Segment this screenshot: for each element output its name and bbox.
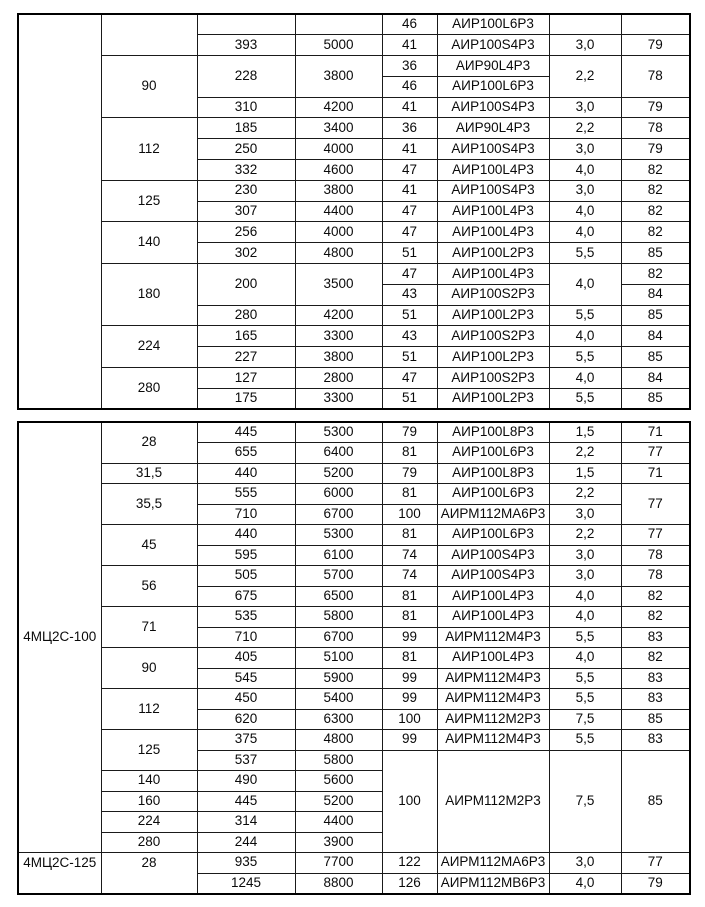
table-cell: 5,5 [549, 668, 621, 689]
table-cell: 100 [382, 750, 437, 853]
table-cell: 5100 [295, 648, 382, 669]
table-cell: 3300 [295, 326, 382, 347]
table-row [18, 607, 690, 628]
table-cell: АИР100S4Р3 [437, 566, 549, 587]
table-cell: 2,2 [549, 56, 621, 98]
table-cell: 445 [197, 422, 295, 443]
table-cell: АИР100S4Р3 [437, 97, 549, 118]
table-cell: 440 [197, 463, 295, 484]
table-cell: 710 [197, 504, 295, 525]
table-cell: 85 [621, 243, 690, 264]
table-cell: 230 [197, 180, 295, 201]
table-cell: 6000 [295, 484, 382, 505]
table-cell: 81 [382, 648, 437, 669]
table-cell: 79 [382, 463, 437, 484]
table-cell: 4200 [295, 305, 382, 326]
table-cell: 7700 [295, 853, 382, 874]
table-cell: 4400 [295, 201, 382, 222]
table-cell: АИРМ112МА6Р3 [437, 853, 549, 874]
table-cell: 41 [382, 180, 437, 201]
table-cell: 3900 [295, 832, 382, 853]
table-cell: 84 [621, 284, 690, 305]
table-row [18, 463, 690, 484]
table-cell: 595 [197, 545, 295, 566]
table-cell: АИР100S4Р3 [437, 545, 549, 566]
table-cell: АИР100L2Р3 [437, 347, 549, 368]
table-cell: 8800 [295, 873, 382, 894]
table-cell: 82 [621, 160, 690, 181]
table-cell: 77 [621, 525, 690, 546]
table-cell: 45 [101, 525, 197, 566]
table-cell: АИР100L2Р3 [437, 388, 549, 409]
table-cell: 227 [197, 347, 295, 368]
table-cell: 81 [382, 525, 437, 546]
table-cell: 28 [101, 853, 197, 894]
table-cell: АИР100L6Р3 [437, 14, 549, 35]
table-cell: 2,2 [549, 443, 621, 464]
table-row [18, 853, 690, 874]
spec-table-4mc2s-100-125 [17, 421, 691, 895]
table-cell: 99 [382, 668, 437, 689]
table-cell: 6100 [295, 545, 382, 566]
table-cell: 3,0 [549, 504, 621, 525]
table-cell: 82 [621, 264, 690, 285]
table-cell: 74 [382, 566, 437, 587]
table-cell: АИР90L4Р3 [437, 56, 549, 77]
table-cell: 5,5 [549, 689, 621, 710]
table-cell: 4,0 [549, 368, 621, 389]
table-row [18, 264, 690, 285]
table-cell: 405 [197, 648, 295, 669]
table-cell: 100 [382, 504, 437, 525]
table-cell: 81 [382, 586, 437, 607]
table-cell: 935 [197, 853, 295, 874]
table-cell: 3,0 [549, 180, 621, 201]
table-cell: 5300 [295, 422, 382, 443]
table-cell: АИРМ112МА6Р3 [437, 504, 549, 525]
table-cell: 126 [382, 873, 437, 894]
table-cell: 125 [101, 180, 197, 222]
table-row [18, 525, 690, 546]
table-cell: 79 [621, 873, 690, 894]
table-cell: 4200 [295, 97, 382, 118]
table-cell: 77 [621, 484, 690, 525]
spec-table-4mc2s-body [18, 422, 690, 894]
table-cell: 4МЦ2С-100 [18, 422, 101, 853]
table-cell: 440 [197, 525, 295, 546]
table-cell: 47 [382, 264, 437, 285]
table-cell: 4,0 [549, 160, 621, 181]
table-cell: 74 [382, 545, 437, 566]
table-cell: 7,5 [549, 709, 621, 730]
table-cell: 4,0 [549, 648, 621, 669]
table-cell: 2800 [295, 368, 382, 389]
table-cell: 5200 [295, 791, 382, 812]
table-cell: 122 [382, 853, 437, 874]
table-cell: 4800 [295, 243, 382, 264]
table-cell: АИР100S2Р3 [437, 368, 549, 389]
table-cell: 5,5 [549, 388, 621, 409]
table-cell: 51 [382, 243, 437, 264]
table-cell: 3800 [295, 56, 382, 98]
table-cell: 280 [101, 832, 197, 853]
table-cell: 4,0 [549, 607, 621, 628]
table-cell: 100 [382, 709, 437, 730]
table-cell: 7,5 [549, 750, 621, 853]
table-cell: АИРМ112М2Р3 [437, 709, 549, 730]
table-cell: 545 [197, 668, 295, 689]
table-cell: АИРМ112М2Р3 [437, 750, 549, 853]
table-cell: 4,0 [549, 222, 621, 243]
table-cell: 4,0 [549, 873, 621, 894]
table-cell [621, 14, 690, 35]
table-cell: АИР100L4Р3 [437, 160, 549, 181]
table-cell: 46 [382, 76, 437, 97]
table-cell: 4,0 [549, 201, 621, 222]
table-cell: АИРМ112МВ6Р3 [437, 873, 549, 894]
table-cell: 41 [382, 97, 437, 118]
table-cell: 180 [101, 264, 197, 326]
table-cell: 3,0 [549, 35, 621, 56]
table-cell: 224 [101, 326, 197, 368]
table-cell: 555 [197, 484, 295, 505]
table-cell: 3,0 [549, 853, 621, 874]
table-row [18, 14, 690, 35]
table-cell: 4,0 [549, 326, 621, 347]
table-cell: 5800 [295, 607, 382, 628]
table-cell: 5300 [295, 525, 382, 546]
table-cell: 4600 [295, 160, 382, 181]
table-cell: 83 [621, 627, 690, 648]
table-cell: 710 [197, 627, 295, 648]
table-cell: 81 [382, 443, 437, 464]
table-cell: 4,0 [549, 586, 621, 607]
table-cell: 84 [621, 326, 690, 347]
table-cell: 78 [621, 118, 690, 139]
table-cell: 78 [621, 56, 690, 98]
table-cell: 71 [621, 463, 690, 484]
table-cell: 3,0 [549, 97, 621, 118]
table-cell: 85 [621, 388, 690, 409]
table-cell: 5,5 [549, 243, 621, 264]
table-cell: АИР100L4Р3 [437, 586, 549, 607]
table-cell: 79 [621, 35, 690, 56]
table-cell: 5000 [295, 35, 382, 56]
table-cell: 127 [197, 368, 295, 389]
table-cell: 41 [382, 139, 437, 160]
table-cell: АИР100L4Р3 [437, 264, 549, 285]
table-cell: 41 [382, 35, 437, 56]
table-cell: 51 [382, 388, 437, 409]
table-cell: 256 [197, 222, 295, 243]
table-cell: 1,5 [549, 422, 621, 443]
table-cell: 43 [382, 326, 437, 347]
table-cell: 505 [197, 566, 295, 587]
table-cell: АИР100S2Р3 [437, 326, 549, 347]
table-cell: АИР100L6Р3 [437, 525, 549, 546]
table-cell: 6700 [295, 504, 382, 525]
table-row [18, 566, 690, 587]
table-cell: 4,0 [549, 264, 621, 306]
table-row [18, 484, 690, 505]
table-cell [18, 14, 101, 409]
table-cell: 85 [621, 709, 690, 730]
table-cell: 51 [382, 347, 437, 368]
table-row [18, 422, 690, 443]
table-cell: 5600 [295, 771, 382, 792]
table-cell: 71 [101, 607, 197, 648]
table-cell: 82 [621, 222, 690, 243]
table-cell: 537 [197, 750, 295, 771]
table-cell: 6700 [295, 627, 382, 648]
table-cell: 445 [197, 791, 295, 812]
table-cell: 228 [197, 56, 295, 98]
table-cell: 99 [382, 627, 437, 648]
table-cell: АИР100S4Р3 [437, 139, 549, 160]
table-row [18, 368, 690, 389]
table-cell: АИР100S4Р3 [437, 180, 549, 201]
table-cell: 5900 [295, 668, 382, 689]
table-cell: 36 [382, 118, 437, 139]
table-cell: АИР100L4Р3 [437, 648, 549, 669]
table-cell: АИР100L2Р3 [437, 305, 549, 326]
table-cell: 85 [621, 347, 690, 368]
table-cell: АИР100S4Р3 [437, 35, 549, 56]
table-cell: 332 [197, 160, 295, 181]
table-cell: АИР100L6Р3 [437, 484, 549, 505]
table-cell: АИР100L8Р3 [437, 463, 549, 484]
table-cell: АИР90L4Р3 [437, 118, 549, 139]
table-cell: 5,5 [549, 305, 621, 326]
table-cell: 71 [621, 422, 690, 443]
table-cell: 3800 [295, 347, 382, 368]
table-cell: 28 [101, 422, 197, 463]
spec-table-continuation-body [18, 14, 690, 409]
table-cell: 5400 [295, 689, 382, 710]
table-cell: 85 [621, 305, 690, 326]
table-cell: 82 [621, 648, 690, 669]
table-row [18, 689, 690, 710]
table-cell: АИР100S2Р3 [437, 284, 549, 305]
table-cell: 47 [382, 368, 437, 389]
table-cell: 84 [621, 368, 690, 389]
table-cell: 3500 [295, 264, 382, 306]
table-cell: 77 [621, 443, 690, 464]
table-cell: 46 [382, 14, 437, 35]
table-cell [197, 14, 295, 35]
table-cell: 85 [621, 750, 690, 853]
table-cell: 36 [382, 56, 437, 77]
table-cell: 4000 [295, 222, 382, 243]
table-cell: 90 [101, 56, 197, 118]
table-cell: 47 [382, 201, 437, 222]
table-cell: 81 [382, 484, 437, 505]
table-cell: 112 [101, 118, 197, 180]
table-cell: 79 [621, 139, 690, 160]
table-cell: АИРМ112М4Р3 [437, 730, 549, 751]
table-cell: 620 [197, 709, 295, 730]
table-cell: АИРМ112М4Р3 [437, 668, 549, 689]
table-cell: 5800 [295, 750, 382, 771]
table-cell: 47 [382, 160, 437, 181]
table-cell: 99 [382, 730, 437, 751]
table-cell: 224 [101, 812, 197, 833]
table-cell: АИР100L8Р3 [437, 422, 549, 443]
table-cell: 200 [197, 264, 295, 306]
table-cell: 6500 [295, 586, 382, 607]
spec-table-continuation [17, 13, 691, 410]
table-cell: 5,5 [549, 730, 621, 751]
table-cell: 78 [621, 566, 690, 587]
table-cell: 6400 [295, 443, 382, 464]
table-cell: АИР100L4Р3 [437, 607, 549, 628]
table-cell: 125 [101, 730, 197, 771]
table-row [18, 730, 690, 751]
table-cell: 655 [197, 443, 295, 464]
table-cell: 112 [101, 689, 197, 730]
table-row [18, 118, 690, 139]
table-cell: 1,5 [549, 463, 621, 484]
table-cell: АИРМ112М4Р3 [437, 689, 549, 710]
table-cell: 82 [621, 607, 690, 628]
table-cell: 43 [382, 284, 437, 305]
table-cell: АИР100L6Р3 [437, 76, 549, 97]
table-row [18, 180, 690, 201]
table-cell: 79 [382, 422, 437, 443]
table-cell: 56 [101, 566, 197, 607]
table-cell: 82 [621, 586, 690, 607]
table-cell: 165 [197, 326, 295, 347]
table-cell: 5,5 [549, 347, 621, 368]
table-row [18, 222, 690, 243]
table-cell: 3800 [295, 180, 382, 201]
table-cell: 4800 [295, 730, 382, 751]
table-cell: АИРМ112М4Р3 [437, 627, 549, 648]
table-cell: 83 [621, 730, 690, 751]
table-cell: 2,2 [549, 525, 621, 546]
table-cell: 99 [382, 689, 437, 710]
table-row [18, 326, 690, 347]
table-cell: АИР100L2Р3 [437, 243, 549, 264]
table-cell: 82 [621, 180, 690, 201]
table-cell: 675 [197, 586, 295, 607]
table-cell: 3400 [295, 118, 382, 139]
table-cell: 47 [382, 222, 437, 243]
table-cell [101, 14, 197, 56]
table-cell: 450 [197, 689, 295, 710]
table-cell: 140 [101, 771, 197, 792]
table-cell [295, 14, 382, 35]
table-row [18, 648, 690, 669]
table-cell: 51 [382, 305, 437, 326]
table-cell: 83 [621, 689, 690, 710]
table-cell [549, 14, 621, 35]
table-cell: 185 [197, 118, 295, 139]
table-cell: 250 [197, 139, 295, 160]
table-cell: 244 [197, 832, 295, 853]
table-cell: АИР100L6Р3 [437, 443, 549, 464]
table-cell: 490 [197, 771, 295, 792]
table-cell: 314 [197, 812, 295, 833]
table-cell: 175 [197, 388, 295, 409]
table-cell: 140 [101, 222, 197, 264]
table-cell: 5,5 [549, 627, 621, 648]
table-cell: 302 [197, 243, 295, 264]
table-cell: АИР100L4Р3 [437, 222, 549, 243]
table-cell: 4400 [295, 812, 382, 833]
table-cell: 35,5 [101, 484, 197, 525]
table-cell: 5700 [295, 566, 382, 587]
table-cell: 3,0 [549, 545, 621, 566]
table-cell: 535 [197, 607, 295, 628]
table-cell: 90 [101, 648, 197, 689]
table-cell: 280 [101, 368, 197, 410]
table-cell: 4МЦ2С-125 [18, 853, 101, 894]
table-cell: 82 [621, 201, 690, 222]
table-cell: 79 [621, 97, 690, 118]
table-cell: 2,2 [549, 484, 621, 505]
table-cell: 4000 [295, 139, 382, 160]
table-cell: 3,0 [549, 139, 621, 160]
table-cell: 78 [621, 545, 690, 566]
table-cell: 31,5 [101, 463, 197, 484]
table-cell: 1245 [197, 873, 295, 894]
table-cell: 77 [621, 853, 690, 874]
table-cell: 160 [101, 791, 197, 812]
table-cell: АИР100L4Р3 [437, 201, 549, 222]
table-cell: 6300 [295, 709, 382, 730]
table-cell: 280 [197, 305, 295, 326]
table-cell: 3300 [295, 388, 382, 409]
table-cell: 83 [621, 668, 690, 689]
table-row [18, 56, 690, 77]
table-cell: 310 [197, 97, 295, 118]
table-cell: 375 [197, 730, 295, 751]
table-cell: 3,0 [549, 566, 621, 587]
table-cell: 81 [382, 607, 437, 628]
table-cell: 307 [197, 201, 295, 222]
table-cell: 5200 [295, 463, 382, 484]
table-cell: 393 [197, 35, 295, 56]
table-cell: 2,2 [549, 118, 621, 139]
